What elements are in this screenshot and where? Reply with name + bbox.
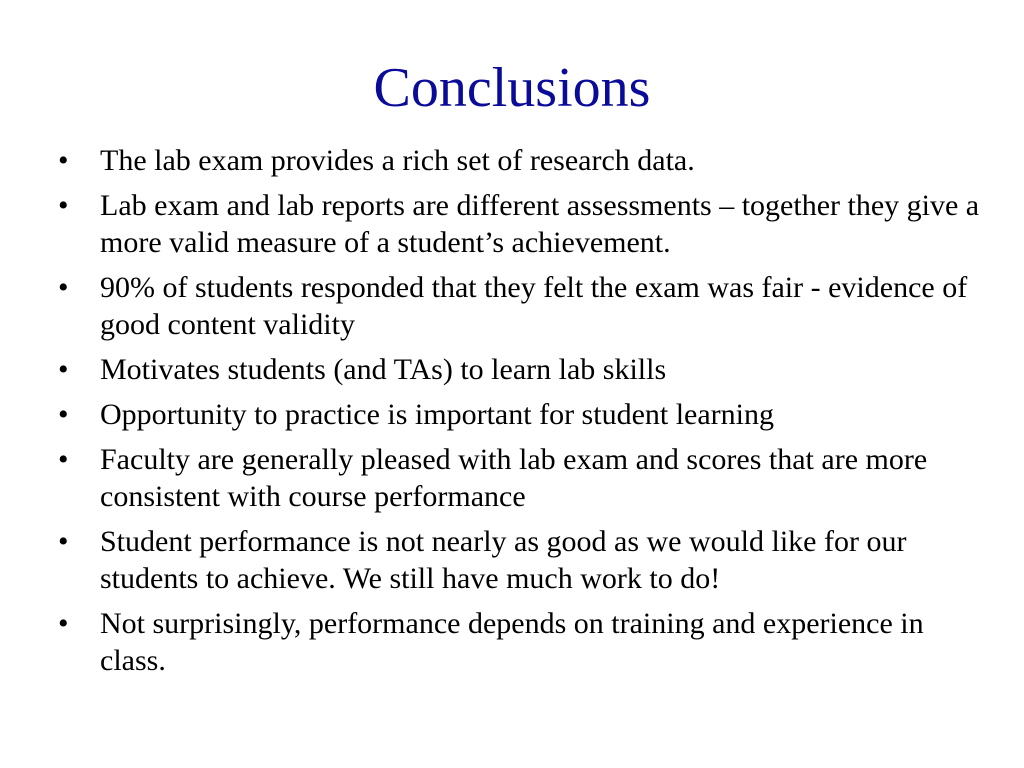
bullet-icon: • xyxy=(58,353,69,386)
bullet-item xyxy=(55,269,985,343)
bullet-text: Motivates students (and TAs) to learn lab skills xyxy=(100,353,667,386)
bullet-icon: • xyxy=(58,443,69,476)
bullet-text: Opportunity to practice is important for student learning xyxy=(100,398,775,431)
bullet-text: The lab exam provides a rich set of research data. xyxy=(100,144,695,177)
bullet-item xyxy=(55,441,985,515)
bullet-text: Faculty are generally pleased with lab exam and scores that are more consistent with course performance xyxy=(100,443,928,513)
bullet-icon: • xyxy=(58,398,69,431)
bullet-icon: • xyxy=(58,525,69,558)
bullet-item xyxy=(55,142,985,179)
bullet-list xyxy=(55,142,985,687)
bullet-icon: • xyxy=(58,607,69,640)
bullet-text: Lab exam and lab reports are different assessments – together they give a more valid measure of a student’s achievement. xyxy=(100,189,980,259)
bullet-text: Student performance is not nearly as good as we would like for our students to achieve. We still have much work to do! xyxy=(100,525,907,595)
bullet-icon: • xyxy=(58,144,69,177)
bullet-text: Not surprisingly, performance depends on training and experience in class. xyxy=(100,607,924,677)
slide-title: Conclusions xyxy=(373,57,651,119)
bullet-icon: • xyxy=(58,271,69,304)
bullet-item xyxy=(55,187,985,261)
bullet-item xyxy=(55,351,985,388)
bullet-text: 90% of students responded that they felt the exam was fair - evidence of good content validity xyxy=(100,271,968,341)
bullet-item xyxy=(55,396,985,433)
bullet-item xyxy=(55,605,985,679)
bullet-icon: • xyxy=(58,189,69,222)
bullet-item xyxy=(55,523,985,597)
